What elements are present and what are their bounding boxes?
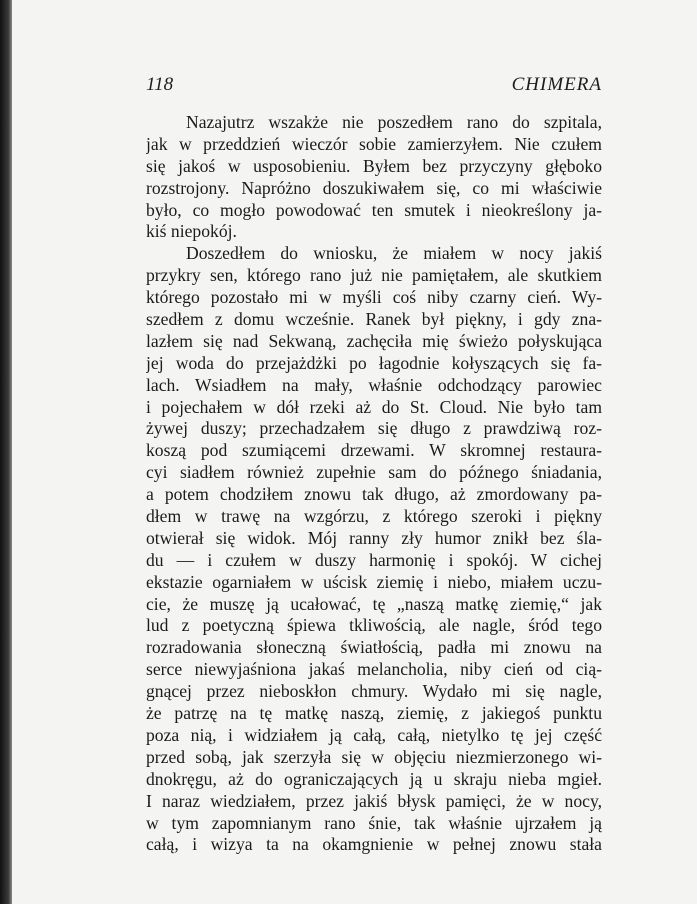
text-line: Doszedłem do wniosku, że miałem w nocy jakiś [186, 243, 602, 264]
text-line: du — i czułem w duszy harmonię i spokój. W cichej [146, 549, 602, 570]
text-line: szedłem z domu wcześnie. Ranek był piękny, i gdy zna- [146, 309, 602, 330]
text-line: Nazajutrz wszakże nie poszedłem rano do szpitala, [186, 112, 602, 132]
text-line: lud z poetyczną śpiewa tkliwością, ale nagle, śród tego [146, 615, 602, 636]
book-gutter-edge [0, 0, 12, 904]
text-line: otwierał się widok. Mój ranny zły humor znikł bez śla- [146, 527, 602, 548]
text-line: kiś niepokój. [146, 221, 237, 242]
text-line: gnącej przez nieboskłon chmury. Wydało mi się nagle, [146, 681, 602, 702]
text-line: a potem chodziłem znowu tak długo, aż zmordowany pa- [146, 484, 602, 505]
text-line: I naraz wiedziałem, przez jakiś błysk pamięci, że w nocy, [146, 790, 602, 811]
text-line: poza nią, i widziałem ją całą, całą, nietylko tę jej część [146, 724, 602, 745]
text-line: lazłem się nad Sekwaną, zachęciła mię świeżo połyskująca [146, 330, 602, 351]
text-line: w tym zapomnianym rano śnie, tak właśnie ujrzałem ją [146, 812, 602, 833]
text-line: było, co mogło powodować ten smutek i nieokreślony ja- [146, 199, 602, 220]
body-text [146, 112, 602, 856]
text-line: koszą pod szumiącemi drzewami. W skromnej restaura- [146, 440, 602, 461]
text-line: dłem w trawę na wzgórzu, z którego szeroki i piękny [146, 506, 602, 527]
text-line: cyi siadłem również zupełnie sam do późnego śniadania, [146, 462, 602, 483]
text-line: przed sobą, jak szerzyła się w objęciu niezmierzonego wi- [146, 746, 602, 767]
text-line: ekstazie ogarniałem w uścisk ziemię i niebo, miałem uczu- [146, 571, 602, 592]
text-line: rozradowania słoneczną światłością, padła mi znowu na [146, 637, 602, 658]
text-line: żywej duszy; przechadzałem się długo z prawdziwą roz- [146, 418, 602, 439]
text-line: którego pozostało mi w myśli coś niby czarny cień. Wy- [146, 287, 602, 308]
text-line: jej woda do przejażdżki po łagodnie kołyszących się fa- [146, 352, 602, 373]
text-line: serce niewyjaśniona jakaś melancholia, niby cień od cią- [146, 659, 602, 680]
text-line: całą, i wizya ta na okamgnienie w pełnej znowu stała [146, 834, 602, 855]
text-line: lach. Wsiadłem na mały, właśnie odchodzący parowiec [146, 374, 602, 395]
text-line: cie, że muszę ją ucałować, tę „naszą matkę ziemię,“ jak [146, 593, 602, 614]
running-title: CHIMERA [511, 74, 602, 95]
page-number: 118 [146, 74, 174, 95]
running-header [146, 74, 602, 98]
text-line: się jakoś w usposobieniu. Byłem bez przyczyny głęboko [146, 155, 602, 176]
text-line: jak w przeddzień wieczór sobie zamierzyłem. Nie czułem [146, 133, 602, 154]
text-line: przykry sen, którego rano już nie pamiętałem, ale skutkiem [146, 265, 602, 286]
text-line: rozstrojony. Napróżno doszukiwałem się, co mi właściwie [146, 177, 602, 198]
text-line: że patrzę na tę matkę naszą, ziemię, z jakiegoś punktu [146, 703, 602, 724]
text-line: i pojechałem w dół rzeki aż do St. Cloud. Nie było tam [146, 396, 602, 417]
text-line: dnokręgu, aż do ograniczających ją u skraju nieba mgieł. [146, 768, 602, 789]
